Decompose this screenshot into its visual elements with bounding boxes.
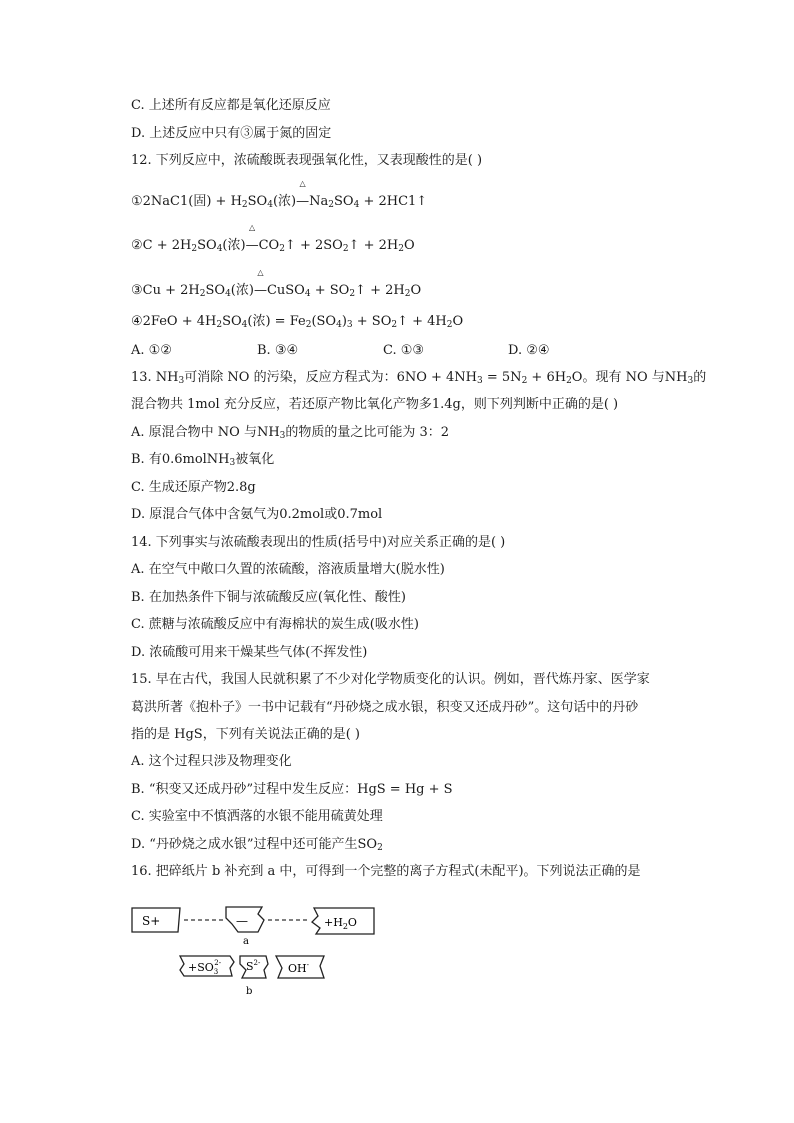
q15-option-d: D. “丹砂烧之成水银”过程中还可能产生$SO_2$: [131, 837, 383, 853]
label-a: a: [243, 936, 249, 947]
heat-condition: △ —: [245, 223, 259, 253]
question-14: 14. 下列事实与浓硫酸表现出的性质(括号中)对应关系正确的是( ): [131, 535, 506, 550]
paper-piece-b-right: [276, 956, 324, 978]
q11-option-d: D. 上述反应中只有③属于氮的固定: [131, 126, 332, 141]
piece-text: $+H_2O$: [324, 916, 357, 931]
reaction-2: ②C + $2H_2SO_4$(浓) △ $—CO_2↑$ + $2SO_2↑ + 2H_2O$: [131, 223, 415, 254]
paper-piece-a-right: [312, 908, 374, 934]
paper-piece-a-middle: [226, 907, 264, 932]
paper-pieces-figure: [128, 898, 388, 1000]
reaction-1: ①2NaC1(固) + $H_2SO_4$(浓) △ $—Na_2SO_4$ + 2HC1↑: [131, 179, 428, 210]
q14-option-d: D. 浓硫酸可用来干燥某些气体(不挥发性): [131, 645, 368, 660]
q15-option-b: B. “积变又还成丹砂”过程中发生反应：HgS = Hg + S: [131, 782, 453, 797]
piece-text: $+SO_32-$: [188, 959, 222, 976]
question-13-line-2: 混合物共 1mol 充分反应，若还原产物比氧化产物多1.4g，则下列判断中正确的是( ): [131, 397, 619, 412]
paper-piece-a-left: [132, 908, 180, 932]
q11-option-c: C. 上述所有反应都是氧化还原反应: [131, 98, 331, 113]
q14-option-b: B. 在加热条件下铜与浓硫酸反应(氧化性、酸性): [131, 590, 406, 605]
label-b: b: [246, 986, 253, 997]
piece-text: OH-: [288, 961, 309, 975]
question-15-line-1: 15. 早在古代，我国人民就积累了不少对化学物质变化的认识。例如，晋代炼丹家、医学家: [131, 672, 650, 687]
reaction-4: ④2FeO + $4H_2SO_4$(浓) = $Fe_2(SO_4)_3$ + $SO_2↑ + 4H_2O$: [131, 314, 464, 330]
piece-text: $S^{2-}$: [246, 959, 261, 973]
q12-option-b: B. ③④: [257, 343, 299, 358]
question-15-line-2: 葛洪所著《抱朴子》一书中记载有“丹砂烧之成水银，积变又还成丹砂”。这句话中的丹砂: [131, 700, 639, 715]
question-16: 16. 把碎纸片 b 补充到 a 中，可得到一个完整的离子方程式(未配平)。下列说法正确的是: [131, 864, 641, 879]
q12-option-d: D. ②④: [508, 343, 550, 358]
q13-option-d: D. 原混合气体中含氨气为0.2mol或0.7mol: [131, 507, 383, 522]
question-15-line-3: 指的是 HgS，下列有关说法正确的是( ): [131, 727, 360, 742]
question-12: 12. 下列反应中，浓硫酸既表现强氧化性，又表现酸性的是( ): [131, 153, 483, 168]
heat-condition: △ —: [296, 179, 310, 209]
q12-option-c: C. ①③: [383, 343, 425, 358]
q14-option-a: A. 在空气中敞口久置的浓硫酸，溶液质量增大(脱水性): [131, 562, 445, 577]
piece-text: S+: [142, 914, 161, 928]
paper-piece-b-middle: [240, 956, 268, 978]
q12-option-a: A. ①②: [131, 343, 172, 358]
paper-piece-b-left: [180, 956, 234, 976]
q14-option-c: C. 蔗糖与浓硫酸反应中有海棉状的炭生成(吸水性): [131, 617, 419, 632]
heat-triangle-icon: △: [257, 268, 264, 277]
q15-option-a: A. 这个过程只涉及物理变化: [131, 754, 292, 769]
q13-option-a: A. 原混合物中 NO 与$NH_3$的物质的量之比可能为 3：2: [131, 425, 450, 441]
piece-text: —: [236, 914, 248, 928]
question-13-line-1: 13. $NH_3$可消除 NO 的污染，反应方程式为：$6NO + 4NH_3 = 5N_2 + 6H_2O$。现有 NO 与$NH_3$的: [131, 370, 707, 386]
q15-option-c: C. 实验室中不慎洒落的水银不能用硫黄处理: [131, 809, 383, 824]
heat-triangle-icon: △: [249, 223, 256, 232]
heat-triangle-icon: △: [299, 179, 306, 188]
reaction-3: ③Cu + $2H_2SO_4$(浓) △ —CuSO$_4$ + $SO_2↑ + 2H_2O$: [131, 268, 422, 299]
q13-option-c: C. 生成还原产物2.8g: [131, 480, 256, 495]
heat-condition: △ —: [253, 268, 267, 298]
q13-option-b: B. 有0.6molNH$_3$被氧化: [131, 452, 275, 468]
